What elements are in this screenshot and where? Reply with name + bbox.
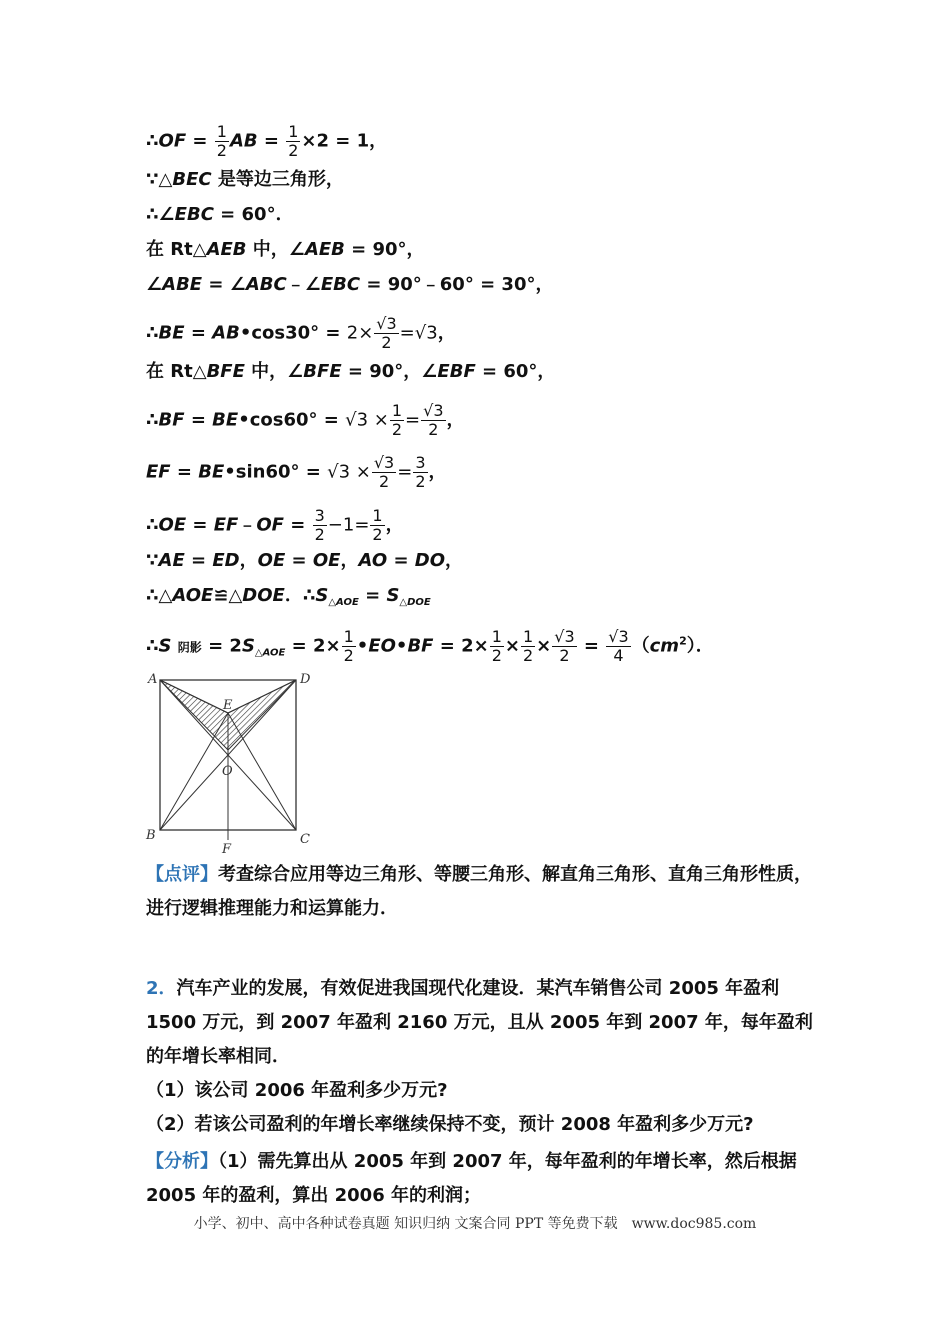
- label-e: E: [223, 698, 233, 713]
- shaded-triangle-doe: [228, 680, 296, 750]
- problem-text: 汽车产业的发展，有效促进我国现代化建设．某汽车销售公司 2005 年盈利 1500 万元，到 2007 年盈利 2160 万元，且从 2005 年到 2007 年，每年盈利的年增长率相同．: [146, 978, 813, 1067]
- problem-2-statement: [146, 972, 816, 1074]
- question-2: （2）若该公司盈利的年增长率继续保持不变，预计 2008 年盈利多少万元?: [146, 1114, 754, 1135]
- comment-text: 考查综合应用等边三角形、等腰三角形、解直角三角形、直角三角形性质，进行逻辑推理能力和运算能力．: [146, 864, 812, 919]
- geometry-figure: [140, 665, 330, 855]
- solution-line-11: ∵AE = ED，OE = OE，AO = DO，: [146, 550, 464, 571]
- solution-line-5: ∠ABE = ∠ABC﹣∠EBC = 90°﹣60° = 30°，: [146, 274, 554, 295]
- label-d: D: [300, 672, 311, 687]
- solution-line-6: ∴BE = AB•cos30° = 2× $\frac{√3}{2}$ =√3，: [146, 314, 456, 352]
- solution-line-3: ∴∠EBC = 60°．: [146, 204, 294, 225]
- label-o: O: [222, 764, 233, 779]
- analysis-paragraph: [146, 1145, 816, 1213]
- analysis-text: （1）需先算出从 2005 年到 2007 年，每年盈利的年增长率，然后根据 2005 年的盈利，算出 2006 年的利润；: [146, 1151, 797, 1206]
- comment-tag: 【点评】: [146, 864, 218, 885]
- label-a: A: [148, 672, 158, 687]
- solution-line-9: EF = BE•sin60° = √3 × $\frac{√3}{2}$ = $\frac{3}{2}$ ，: [146, 453, 447, 491]
- segment-ce: [228, 713, 296, 830]
- question-1: （1）该公司 2006 年盈利多少万元?: [146, 1080, 448, 1101]
- solution-line-8: ∴BF = BE•cos60° = √3 × $\frac{1}{2}$ = $\frac{√3}{2}$ ，: [146, 401, 465, 439]
- comment-paragraph: [146, 858, 816, 926]
- analysis-tag: 【分析】: [146, 1151, 218, 1172]
- problem-number: 2．: [146, 978, 177, 999]
- segment-be: [160, 713, 228, 830]
- solution-line-13: ∴S 阴影 = $2S_{\triangle AOE} = 2\times$ $\frac{1}{2}$ •EO•BF = 2× $\frac{1}{2}$ × $\frac{1}{2}$ × $\frac{√3}{2}$ = $\frac{√3}{4}$ $(cm^2)$．: [146, 627, 714, 665]
- solution-line-10: ∴OE = EF﹣OF = $\frac{3}{2}$ −1= $\frac{1}{2}$ ，: [146, 506, 404, 544]
- solution-line-7: 在 Rt△BFE 中，∠BFE = 90°，∠EBF = 60°，: [146, 361, 556, 382]
- label-b: B: [146, 828, 156, 843]
- solution-line-2: ∵△BEC 是等边三角形，: [146, 169, 344, 190]
- solution-line-1: ∴OF = $\frac{1}{2}$ AB = $\frac{1}{2}$ ×2 = 1，: [146, 122, 388, 160]
- page-footer: 小学、初中、高中各种试卷真题 知识归纳 文案合同 PPT 等免费下载 www.doc985.com: [193, 1216, 757, 1232]
- label-c: C: [300, 832, 310, 847]
- solution-line-4: 在 Rt△AEB 中，∠AEB = 90°，: [146, 239, 425, 260]
- shaded-triangle-aoe: [160, 680, 228, 750]
- solution-line-12: ∴△AOE≌△DOE．$\therefore S_{\triangle AOE} = S_{\triangle DOE}$: [146, 585, 431, 608]
- label-f: F: [222, 842, 232, 855]
